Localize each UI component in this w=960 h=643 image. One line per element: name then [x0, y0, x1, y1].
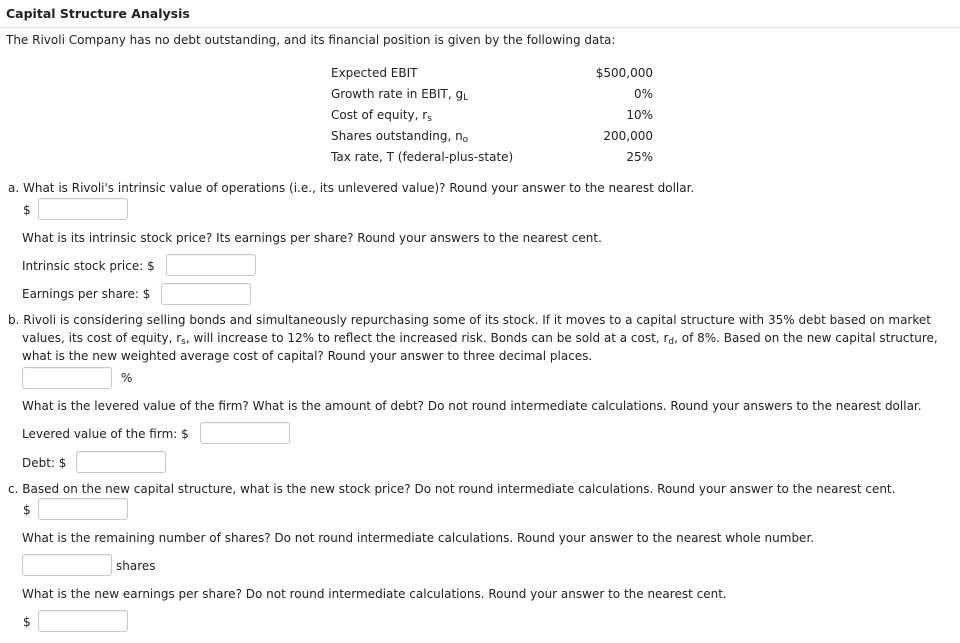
- intrinsic-stock-price-input[interactable]: [166, 254, 256, 276]
- divider: [0, 27, 960, 28]
- row-value: $500,000: [595, 66, 653, 80]
- new-eps-input[interactable]: [38, 610, 128, 632]
- page-title: Capital Structure Analysis: [6, 6, 190, 21]
- stock-price-label: Intrinsic stock price: $: [22, 259, 155, 273]
- part-a-question: a. What is Rivoli's intrinsic value of operations (i.e., its unlevered value)? Round your answer to the nearest dollar.: [8, 181, 695, 195]
- currency-label: $: [23, 503, 31, 517]
- currency-label: $: [23, 615, 31, 629]
- debt-input[interactable]: [76, 451, 166, 473]
- row-label: Growth rate in EBIT, $g_L$: [331, 87, 469, 103]
- row-label: Expected EBIT: [331, 66, 418, 80]
- table-row: [331, 65, 653, 86]
- wacc-input[interactable]: [22, 367, 112, 389]
- row-value: 200,000: [603, 129, 653, 143]
- levered-value-input[interactable]: [200, 422, 290, 444]
- table-row: [331, 86, 653, 107]
- eps-label: Earnings per share: $: [22, 287, 151, 301]
- part-b-question-line1: b. Rivoli is considering selling bonds and simultaneously repurchasing some of its stock. If it moves to a capital structure with 35% debt based on market: [8, 313, 931, 327]
- part-c-question: c. Based on the new capital structure, what is the new stock price? Do not round intermediate calculations. Round your answer to the nearest cent.: [8, 482, 896, 496]
- table-row: [331, 107, 653, 128]
- remaining-shares-input[interactable]: [22, 554, 112, 576]
- new-stock-price-input[interactable]: [38, 498, 128, 520]
- currency-label: $: [23, 203, 31, 217]
- shares-unit-label: shares: [116, 559, 156, 573]
- row-value: 0%: [633, 87, 653, 101]
- row-label: Shares outstanding, $n_o$: [331, 129, 469, 145]
- row-value: 25%: [626, 150, 653, 164]
- part-b-followup: What is the levered value of the firm? What is the amount of debt? Do not round intermediate calculations. Round your answers to the nearest dollar.: [22, 399, 922, 413]
- shares-question: What is the remaining number of shares? Do not round intermediate calculations. Round your answer to the nearest whole number.: [22, 531, 815, 545]
- eps-input[interactable]: [161, 283, 251, 305]
- row-label: Tax rate, T (federal-plus-state): [331, 150, 514, 164]
- new-eps-question: What is the new earnings per share? Do not round intermediate calculations. Round your answer to the nearest cent.: [22, 587, 727, 601]
- row-label: Cost of equity, $r_s$: [331, 108, 432, 124]
- part-b-question-line2: values, its cost of equity, $r_s$, will increase to 12% to reflect the increased risk. Bonds can be sold at a cost, $r_d$, of 8%. Based on the new capital structure,: [22, 331, 938, 347]
- data-table: [331, 65, 653, 170]
- table-row: [331, 149, 653, 170]
- part-b-question-line3: what is the new weighted average cost of capital? Round your answer to three decimal places.: [22, 349, 593, 363]
- table-row: [331, 128, 653, 149]
- row-value: 10%: [626, 108, 653, 122]
- levered-value-label: Levered value of the firm: $: [22, 427, 189, 441]
- percent-label: %: [121, 371, 133, 385]
- unlevered-value-input[interactable]: [38, 198, 128, 220]
- debt-label: Debt: $: [22, 456, 67, 470]
- part-a-followup: What is its intrinsic stock price? Its earnings per share? Round your answers to the nearest cent.: [22, 231, 602, 245]
- intro-text: The Rivoli Company has no debt outstanding, and its financial position is given by the following data:: [6, 33, 616, 47]
